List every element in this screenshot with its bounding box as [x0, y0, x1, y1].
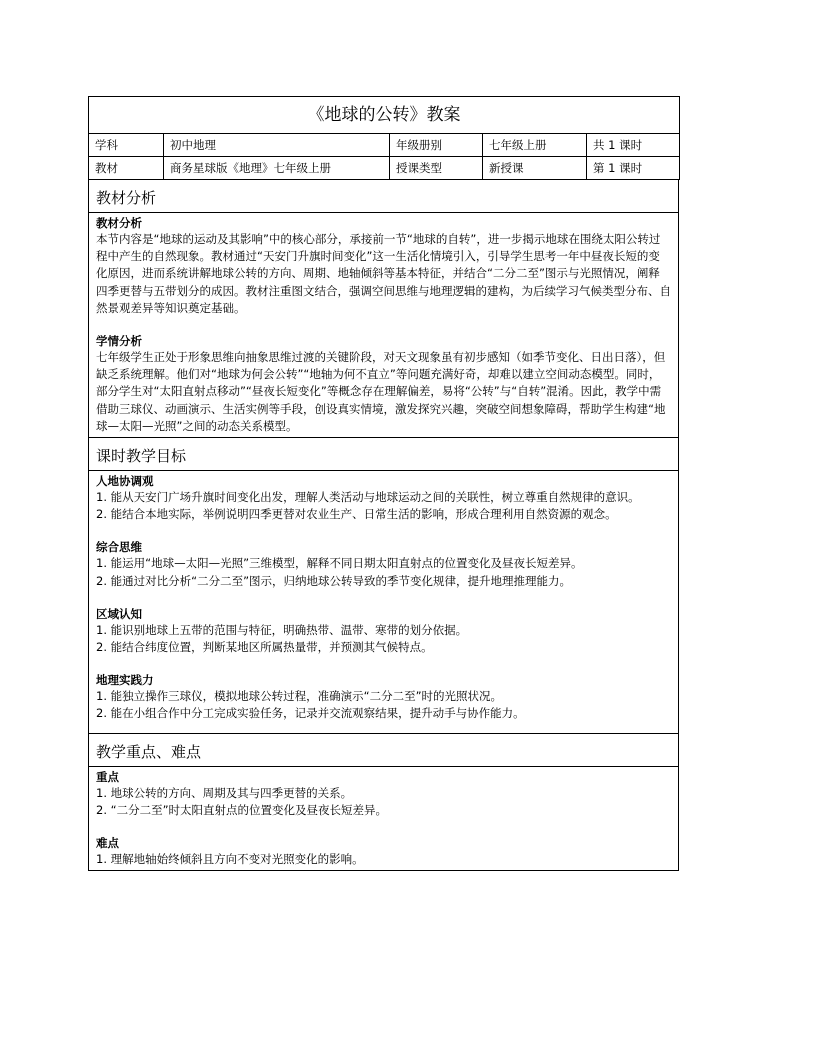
info-row-textbook	[89, 157, 680, 180]
textbook-value: 商务星球版《地理》七年级上册	[164, 157, 390, 180]
total-hours: 共 1 课时	[587, 134, 680, 157]
student-analysis-text: 七年级学生正处于形象思维向抽象思维过渡的关键阶段，对天文现象虽有初步感知（如季节变化、日出日落），但缺乏系统理解。他们对“地球为何会公转”“地轴为何不直立”等问题充满好奇，却难以建立空间动态模型。同时，部分学生对“太阳直射点移动”“昼夜长短变化”等概念存在理解偏差，易将“公转”与“自转”混淆。因此，教学中需借助三球仪、动画演示、生活实例等手段，创设真实情境，激发探究兴趣，突破空间想象障碍，帮助学生构建“地球—太阳—光照”之间的动态关系模型。	[96, 350, 666, 433]
section-objectives	[88, 438, 679, 734]
grade-value: 七年级上册	[483, 134, 587, 157]
objective-item: 1. 能从天安门广场升旗时间变化出发，理解人类活动与地球运动之间的关联性，树立尊重自然规律的意识。	[96, 490, 640, 505]
document-title: 《地球的公转》教案	[89, 97, 680, 134]
lesson-type-value: 新授课	[483, 157, 587, 180]
textbook-analysis-text: 本节内容是“地球的运动及其影响”中的核心部分，承接前一节“地球的自转”，进一步揭示地球在围绕太阳公转过程中产生的自然现象。教材通过“天安门升旗时间变化”这一生活化情境引入，引导学生思考一年中昼夜长短的变化原因，进而系统讲解地球公转的方向、周期、地轴倾斜等基本特征，并结合“二分二至”图示与光照情况，阐释四季更替与五带划分的成因。教材注重图文结合，强调空间思维与地理逻辑的建构，为后续学习气候类型分布、自然景观差异等知识奠定基础。	[96, 232, 671, 315]
textbook-label: 教材	[89, 157, 164, 180]
objective-item: 2. 能通过对比分析“二分二至”图示，归纳地球公转导致的季节变化规律，提升地理推理能力。	[96, 573, 572, 588]
objective-group-title: 综合思维	[96, 540, 142, 555]
objective-item: 1. 能运用“地球—太阳—光照”三维模型，解释不同日期太阳直射点的位置变化及昼夜长短差异。	[96, 556, 583, 571]
lesson-type-label: 授课类型	[390, 157, 483, 180]
lesson-plan-document	[88, 96, 679, 871]
section-analysis	[88, 180, 679, 438]
difficulty-item: 1. 理解地轴始终倾斜且方向不变对光照变化的影响。	[96, 852, 364, 867]
objective-item: 2. 能结合本地实际，举例说明四季更替对农业生产、日常生活的影响，形成合理利用自然资源的观念。	[96, 507, 617, 522]
objective-item: 2. 能在小组合作中分工完成实验任务，记录并交流观察结果，提升动手与协作能力。	[96, 706, 525, 721]
focus-title: 重点	[96, 769, 119, 784]
focus-item: 2. “二分二至”时太阳直射点的位置变化及昼夜长短差异。	[96, 802, 388, 817]
objective-item: 1. 能独立操作三球仪，模拟地球公转过程，准确演示“二分二至”时的光照状况。	[96, 689, 503, 704]
section-heading: 教材分析	[89, 180, 678, 213]
subject-label: 学科	[89, 134, 164, 157]
difficulty-title: 难点	[96, 836, 119, 851]
grade-label: 年级册别	[390, 134, 483, 157]
info-row-subject	[89, 134, 680, 157]
section-heading: 教学重点、难点	[89, 734, 678, 767]
objective-item: 1. 能识别地球上五带的范围与特征，明确热带、温带、寒带的划分依据。	[96, 622, 468, 637]
student-analysis-title: 学情分析	[96, 334, 142, 349]
objective-group-title: 人地协调观	[96, 474, 154, 489]
objective-group-title: 区域认知	[96, 606, 142, 621]
textbook-analysis-title: 教材分析	[96, 216, 142, 230]
lesson-info-table	[88, 96, 680, 180]
objective-group-title: 地理实践力	[96, 673, 154, 688]
focus-item: 1. 地球公转的方向、周期及其与四季更替的关系。	[96, 785, 353, 800]
lesson-number: 第 1 课时	[587, 157, 680, 180]
subject-value: 初中地理	[164, 134, 390, 157]
section-keypoints	[88, 734, 679, 872]
section-heading: 课时教学目标	[89, 438, 678, 471]
objective-item: 2. 能结合纬度位置，判断某地区所属热量带，并预测其气候特点。	[96, 640, 433, 655]
